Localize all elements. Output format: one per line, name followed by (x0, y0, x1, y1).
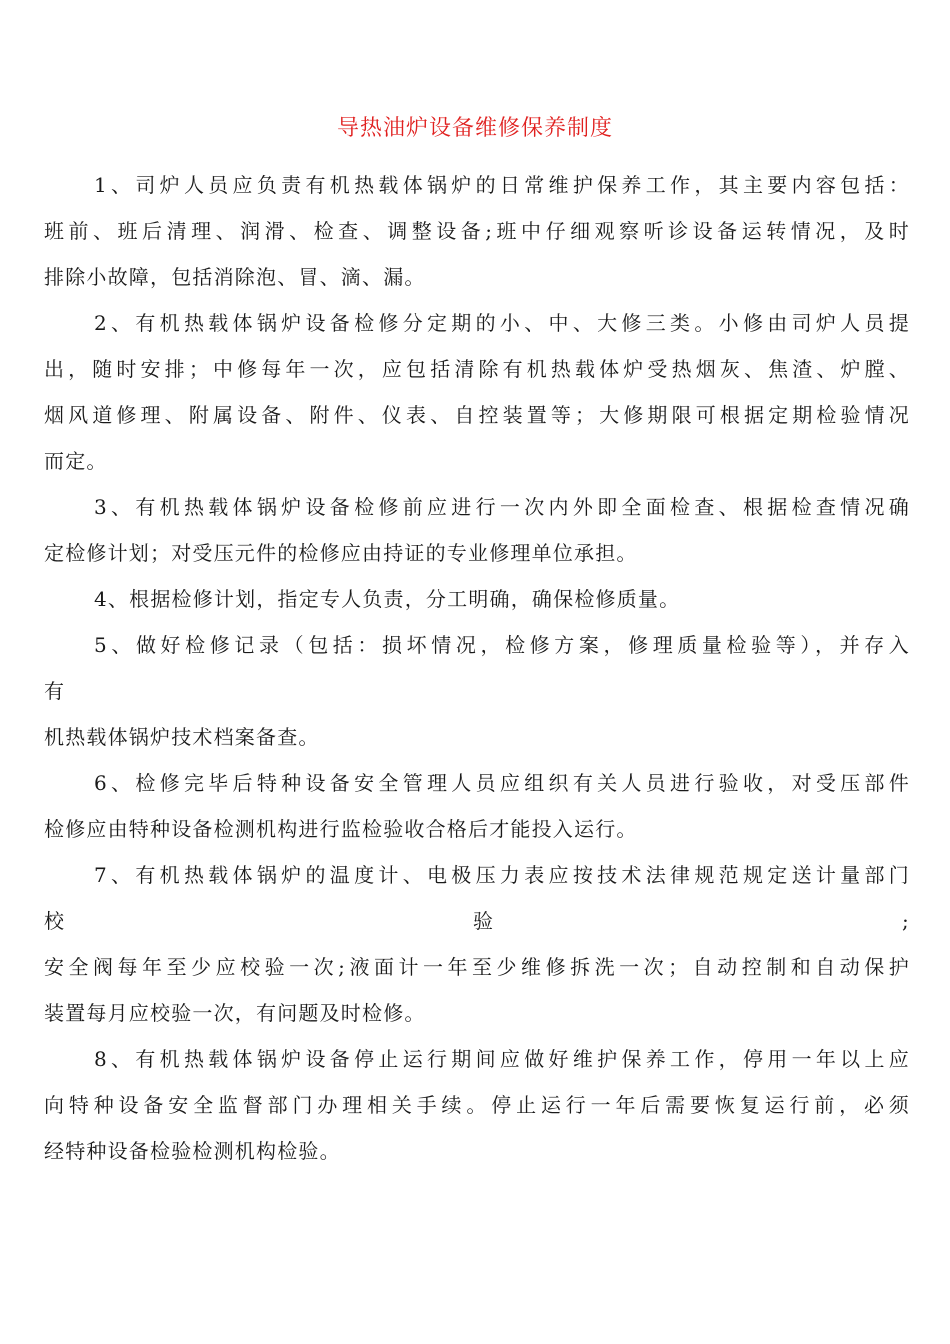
paragraph-8-line-2: 向特种设备安全监督部门办理相关手续。停止运行一年后需要恢复运行前，必须 (44, 1093, 910, 1117)
paragraph-8-line-3: 经特种设备检验检测机构检验。 (44, 1139, 341, 1163)
paragraph-7-line-4: 装置每月应校验一次，有问题及时检修。 (44, 1001, 426, 1025)
paragraph-7-line-2-end: ; (902, 909, 910, 933)
paragraph-7-line-2 (44, 898, 910, 944)
paragraph-1-line-1: 1、司炉人员应负责有机热载体锅炉的日常维护保养工作，其主要内容包括： (94, 173, 910, 197)
paragraph-5-line-3: 机热载体锅炉技术档案备查。 (44, 725, 320, 749)
document-body (44, 162, 910, 1174)
paragraph-1-line-2: 班前、班后清理、润滑、检查、调整设备;班中仔细观察听诊设备运转情况，及时 (44, 219, 910, 243)
paragraph-5-line-2: 有 (44, 679, 66, 703)
paragraph-8-line-1: 8、有机热载体锅炉设备停止运行期间应做好维护保养工作，停用一年以上应 (94, 1047, 910, 1071)
paragraph-7-line-2-start: 校 (44, 909, 66, 933)
paragraph-7-line-1: 7、有机热载体锅炉的温度计、电极压力表应按技术法律规范规定送计量部门 (94, 863, 910, 887)
paragraph-2-line-1: 2、有机热载体锅炉设备检修分定期的小、中、大修三类。小修由司炉人员提 (94, 311, 910, 335)
paragraph-7-line-3: 安全阀每年至少应校验一次;液面计一年至少维修拆洗一次；自动控制和自动保护 (44, 955, 910, 979)
paragraph-6-line-2: 检修应由特种设备检测机构进行监检验收合格后才能投入运行。 (44, 817, 638, 841)
document-title: 导热油炉设备维修保养制度 (336, 116, 613, 141)
paragraph-7-line-2-middle: 验 (473, 909, 495, 933)
paragraph-2-line-2: 出，随时安排；中修每年一次，应包括清除有机热载体炉受热烟灰、焦渣、炉膛、 (44, 357, 910, 381)
paragraph-3-line-1: 3、有机热载体锅炉设备检修前应进行一次内外即全面检查、根据检查情况确 (94, 495, 910, 519)
paragraph-6-line-1: 6、检修完毕后特种设备安全管理人员应组织有关人员进行验收，对受压部件 (94, 771, 910, 795)
paragraph-4-line-1: 4、根据检修计划，指定专人负责，分工明确，确保检修质量。 (94, 587, 681, 611)
paragraph-2-line-3: 烟风道修理、附属设备、附件、仪表、自控装置等；大修期限可根据定期检验情况 (44, 403, 910, 427)
paragraph-3-line-2: 定检修计划；对受压元件的检修应由持证的专业修理单位承担。 (44, 541, 638, 565)
paragraph-5-line-1: 5、做好检修记录（包括：损坏情况，检修方案，修理质量检验等），并存入 (94, 633, 910, 657)
paragraph-1-line-3: 排除小故障，包括消除泡、冒、滴、漏。 (44, 265, 426, 289)
paragraph-2-line-4: 而定。 (44, 449, 108, 473)
